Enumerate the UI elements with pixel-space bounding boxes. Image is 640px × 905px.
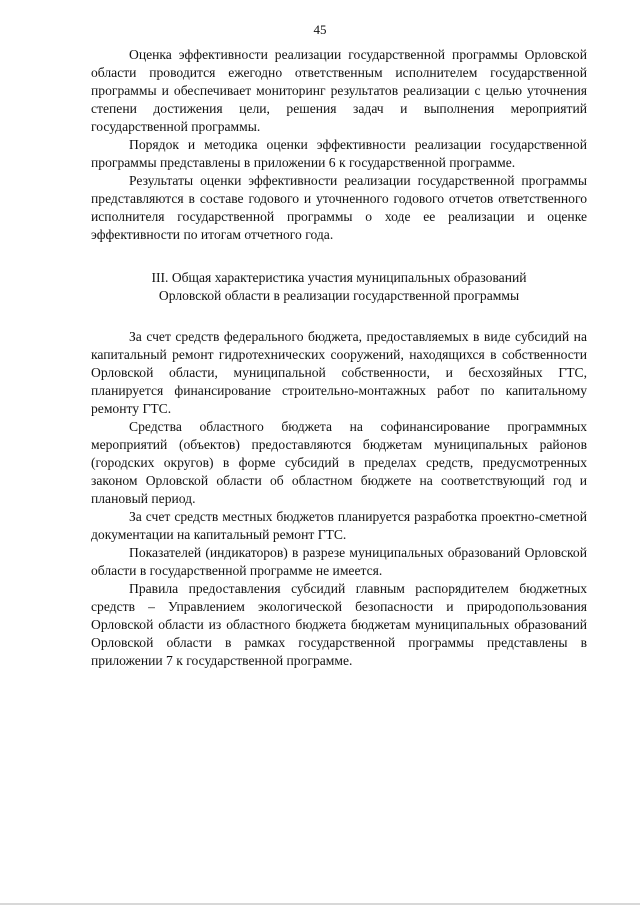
paragraph-evaluation-method: Порядок и методика оценки эффективности реализации государственной программы представлены в приложении 6 к государственной программе.: [91, 137, 587, 170]
paragraph-federal-budget: За счет средств федерального бюджета, предоставляемых в виде субсидий на капитальный ремонт гидротехнических сооружений, находящихся в собственности Орловской области, муниципальной собственности, и бесхозяйных ГТС, планируется финансирование строительно-монтажных работ по капитальному ремонту ГТС.: [91, 329, 587, 416]
document-body: [91, 46, 587, 670]
paragraph-evaluation-annual: Оценка эффективности реализации государственной программы Орловской области проводится ежегодно ответственным исполнителем государственной программы и обеспечивает мониторинг результатов реализации с целью уточнения степени достижения цели, решения задач и выполнения мероприятий государственной программы.: [91, 47, 587, 134]
paragraph-evaluation-results: Результаты оценки эффективности реализации государственной программы представляются в составе годового и уточненного годового отчетов ответственного исполнителя государственной программы о ходе ее реализации и оценке эффективности по итогам отчетного года.: [91, 173, 587, 242]
section-heading: [91, 269, 587, 305]
section-heading-line-1: III. Общая характеристика участия муниципальных образований: [151, 270, 527, 285]
section-heading-line-2: Орловской области в реализации государственной программы: [158, 288, 520, 303]
page-number: 45: [313, 22, 327, 37]
paragraph-indicators: Показателей (индикаторов) в разрезе муниципальных образований Орловской области в государственной программе не имеется.: [91, 545, 587, 578]
paragraph-local-budget: За счет средств местных бюджетов планируется разработка проектно-сметной документации на капитальный ремонт ГТС.: [91, 509, 587, 542]
paragraph-regional-budget: Средства областного бюджета на софинансирование программных мероприятий (объектов) предоставляются бюджетам муниципальных районов (городских округов) в форме субсидий в пределах средств, предусмотренных законом Орловской области об областном бюджете на соответствующий год и плановый период.: [91, 419, 587, 506]
paragraph-subsidy-rules: Правила предоставления субсидий главным распорядителем бюджетных средств – Управлением экологической безопасности и природопользования Орловской области из областного бюджета бюджетам муниципальных образований Орловской области в рамках государственной программы представлены в приложении 7 к государственной программе.: [91, 581, 587, 668]
